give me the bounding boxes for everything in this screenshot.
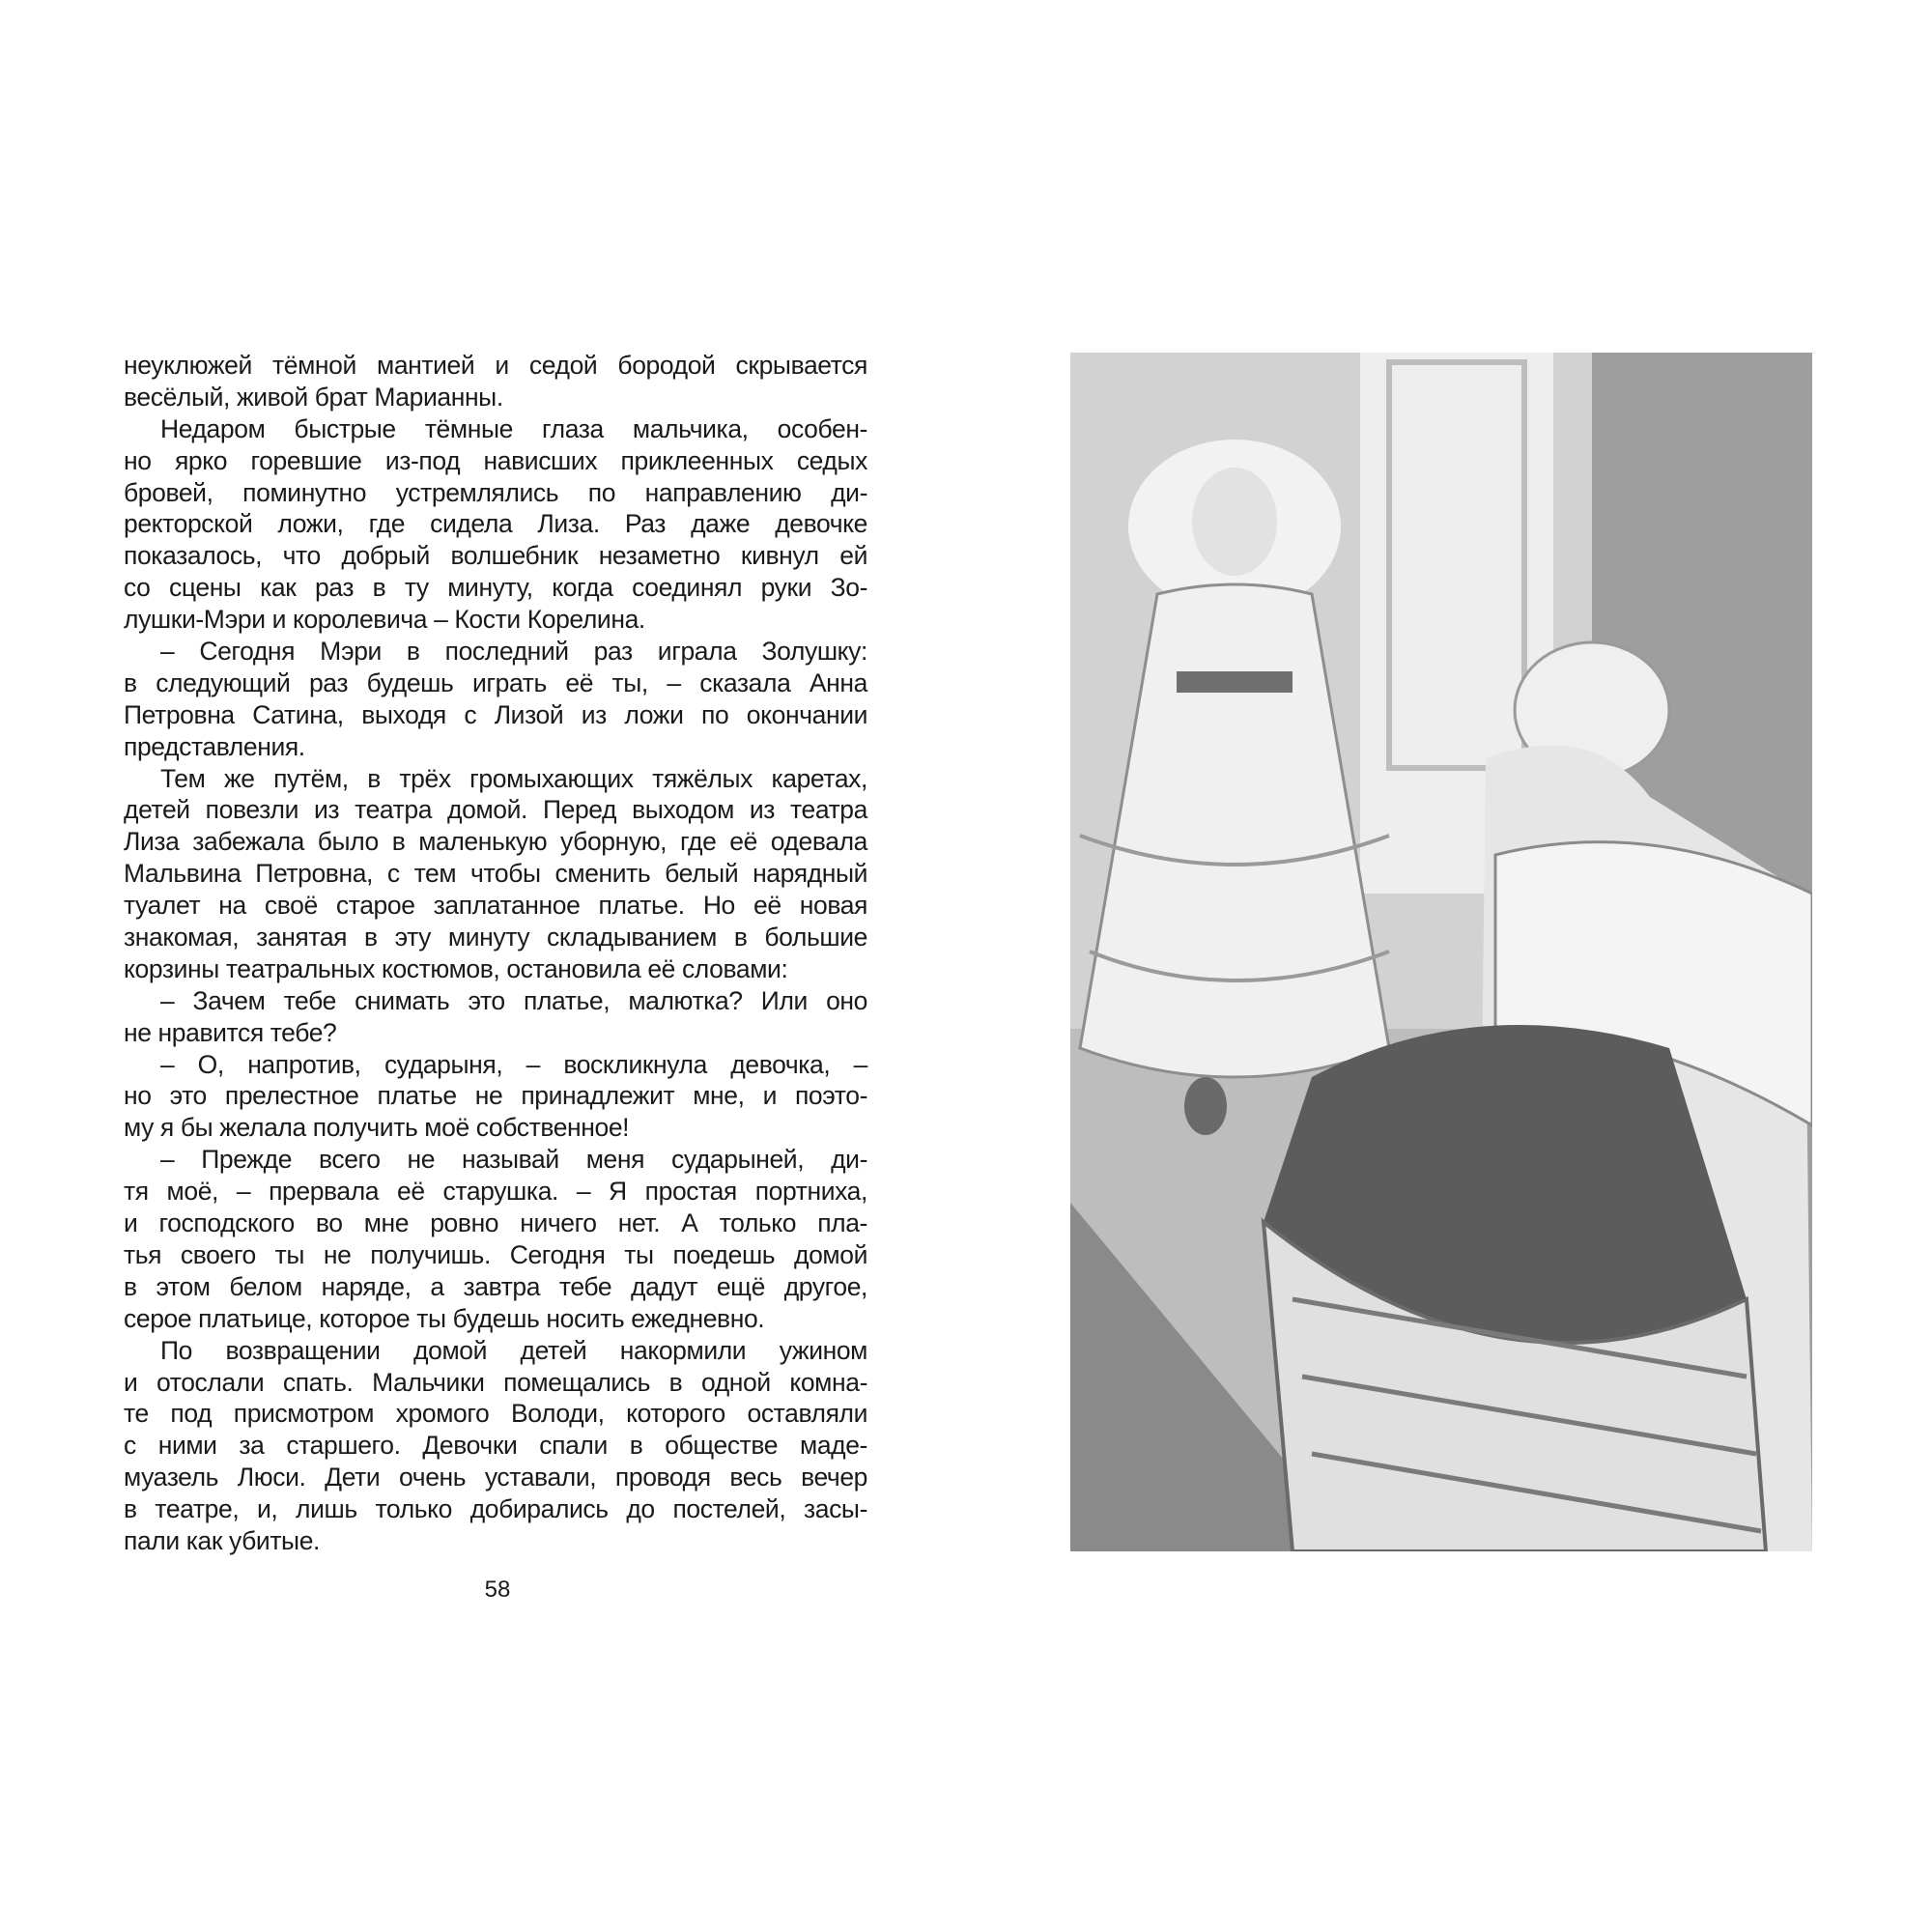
text-line: в театре, и, лишь только добирались до постелей, засы-	[124, 1494, 867, 1524]
text-line: пали как убитые.	[124, 1525, 320, 1555]
text-line: серое платьице, которое ты будешь носить ежедневно.	[124, 1303, 765, 1333]
text-line: Тем же путём, в трёх громыхающих тяжёлых каретах,	[160, 763, 867, 793]
text-line: знакомая, занятая в эту минуту складыванием в большие	[124, 923, 867, 952]
text-line: муазель Люси. Дети очень уставали, проводя весь вечер	[124, 1463, 867, 1492]
text-line: не нравится тебе?	[124, 1017, 337, 1047]
illustration-girl-and-seamstress	[1070, 353, 1812, 1551]
text-line: лушки-Мэри и королевича – Кости Корелина.	[124, 605, 645, 635]
text-line: Недаром быстрые тёмные глаза мальчика, особен-	[160, 413, 867, 443]
text-line: представления.	[124, 731, 305, 761]
text-line: тья своего ты не получишь. Сегодня ты поедешь домой	[124, 1239, 867, 1269]
text-line: Мальвина Петровна, с тем чтобы сменить белый нарядный	[124, 859, 867, 889]
text-line: Петровна Сатина, выходя с Лизой из ложи по окончании	[124, 699, 867, 729]
text-line: со сцены как раз в ту минуту, когда соединял руки Зо-	[124, 573, 867, 603]
text-line: и господского во мне ровно ничего нет. А только пла-	[124, 1208, 867, 1238]
page-number: 58	[484, 1577, 511, 1603]
text-line: бровей, поминутно устремлялись по направлению ди-	[124, 477, 867, 507]
text-line: корзины театральных костюмов, остановила её словами:	[124, 953, 788, 983]
text-line: в этом белом наряде, а завтра тебе дадут ещё другое,	[124, 1271, 867, 1301]
text-line: с ними за старшего. Девочки спали в обществе маде-	[124, 1431, 867, 1461]
text-line: – Сегодня Мэри в последний раз играла Золушку:	[160, 637, 867, 667]
text-line: неуклюжей тёмной мантией и седой бородой скрывается	[124, 351, 867, 380]
text-line: туалет на своё старое заплатанное платье. Но её новая	[124, 891, 867, 921]
text-line: в следующий раз будешь играть её ты, – сказала Анна	[124, 668, 867, 697]
text-line: но ярко горевшие из-под нависших приклеенных седых	[124, 445, 867, 475]
text-line: показалось, что добрый волшебник незаметно кивнул ей	[124, 541, 867, 571]
text-line: тя моё, – прервала её старушка. – Я простая портниха,	[124, 1177, 867, 1207]
text-line: – О, напротив, сударыня, – воскликнула девочка, –	[160, 1049, 867, 1079]
text-line: Лиза забежала было в маленькую уборную, где её одевала	[124, 827, 867, 857]
text-line: весёлый, живой брат Марианны.	[124, 382, 503, 412]
text-line: ректорской ложи, где сидела Лиза. Раз даже девочке	[124, 509, 867, 539]
body-text	[124, 350, 867, 1557]
text-line: детей повезли из театра домой. Перед выходом из театра	[124, 795, 867, 825]
text-line: но это прелестное платье не принадлежит мне, и поэто-	[124, 1081, 867, 1111]
text-line: По возвращении домой детей накормили ужином	[160, 1335, 867, 1365]
text-line: – Зачем тебе снимать это платье, малютка? Или оно	[160, 985, 867, 1015]
text-line: те под присмотром хромого Володи, которого оставляли	[124, 1399, 867, 1429]
text-line: – Прежде всего не называй меня сударыней, ди-	[160, 1145, 867, 1175]
text-line: му я бы желала получить моё собственное!	[124, 1113, 630, 1143]
text-line: и отослали спать. Мальчики помещались в одной комна-	[124, 1367, 867, 1397]
